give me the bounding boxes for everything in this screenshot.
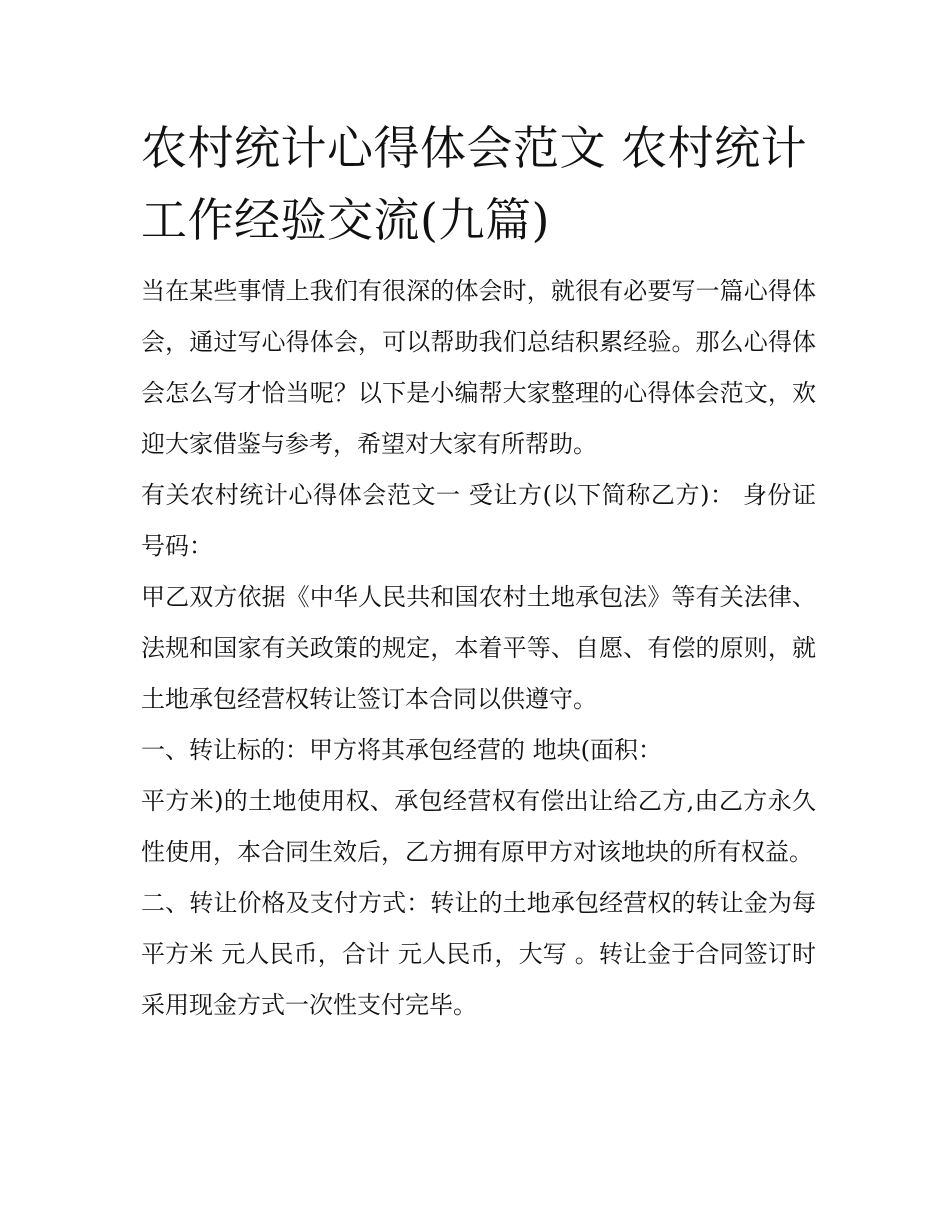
- document-page: [141, 112, 816, 1031]
- paragraph-clause-2: 二、转让价格及支付方式：转让的土地承包经营权的转让金为每平方米 元人民币，合计 元人民币，大写 。转让金于合同签订时采用现金方式一次性支付完毕。: [141, 889, 816, 1019]
- paragraph-transferee: 有关农村统计心得体会范文一 受让方(以下简称乙方)： 身份证号码：: [141, 481, 816, 560]
- paragraph-clause-1-heading: 一、转让标的：甲方将其承包经营的 地块(面积：: [141, 736, 662, 764]
- paragraph-intro: 当在某些事情上我们有很深的体会时，就很有必要写一篇心得体会，通过写心得体会，可以帮助我们总结积累经验。那么心得体会怎么写才恰当呢？以下是小编帮大家整理的心得体会范文，欢迎大家借鉴与参考，希望对大家有所帮助。: [141, 277, 816, 458]
- paragraph-legal-basis: 甲乙双方依据《中华人民共和国农村土地承包法》等有关法律、法规和国家有关政策的规定，本着平等、自愿、有偿的原则，就土地承包经营权转让签订本合同以供遵守。: [141, 583, 816, 713]
- document-title: 农村统计心得体会范文 农村统计工作经验交流(九篇): [141, 121, 808, 247]
- paragraph-clause-1-body: 平方米)的土地使用权、承包经营权有偿出让给乙方,由乙方永久性使用，本合同生效后，乙方拥有原甲方对该地块的所有权益。: [141, 787, 816, 866]
